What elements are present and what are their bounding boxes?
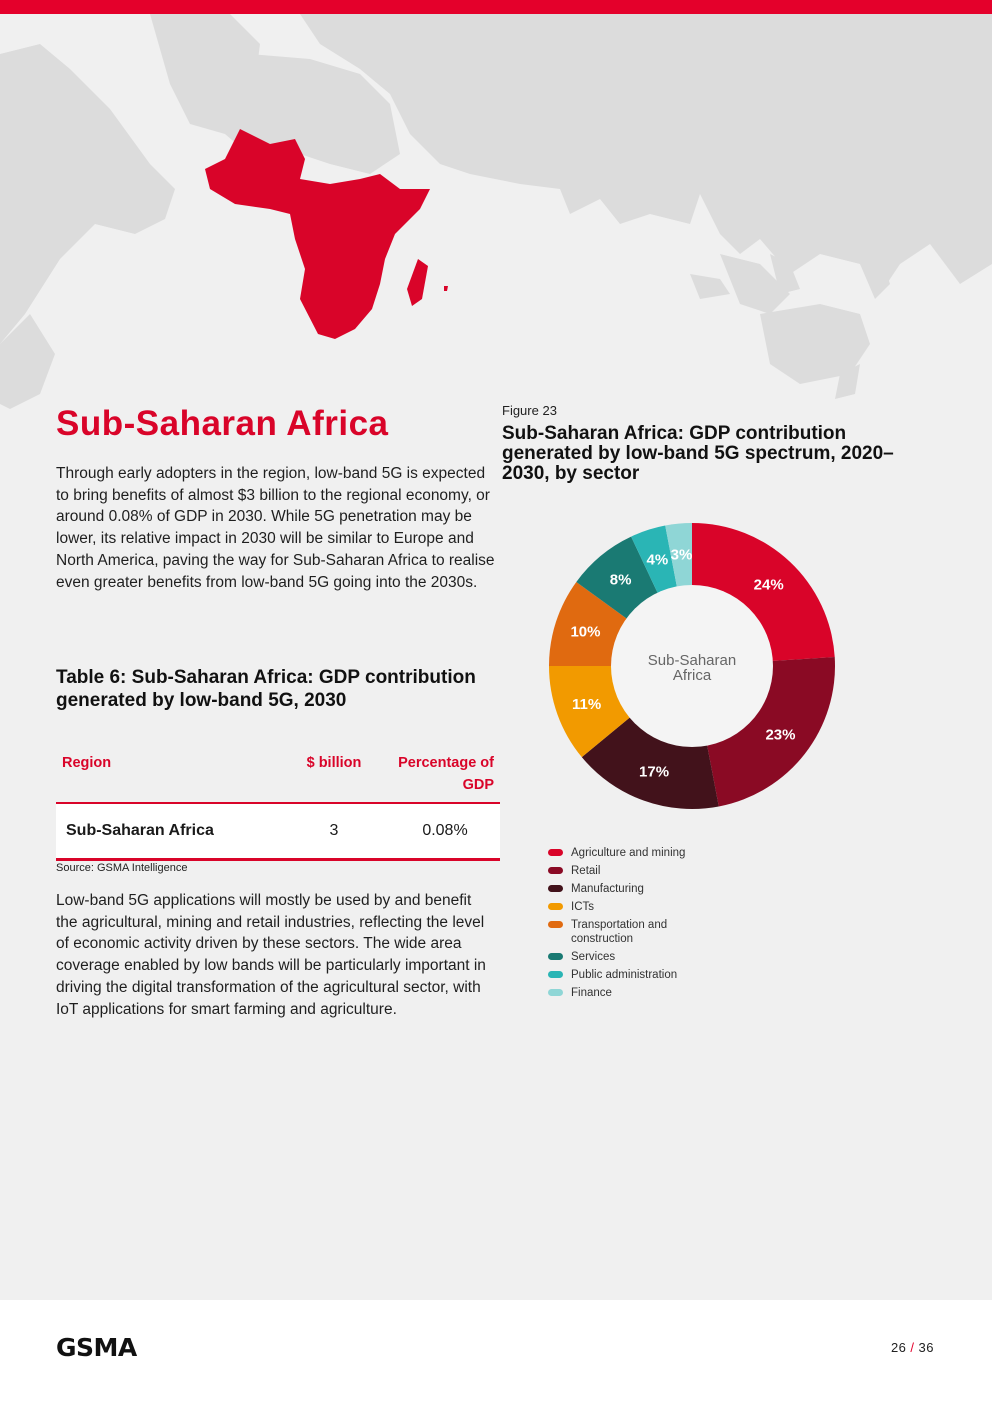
slice-label-transportation-and-construction: 10%: [570, 623, 601, 641]
table-source: Source: GSMA Intelligence: [56, 862, 188, 874]
legend-swatch: [548, 921, 563, 928]
top-brand-bar: [0, 0, 992, 14]
cell-region: Sub-Saharan Africa: [56, 803, 278, 860]
legend-label: Finance: [571, 987, 612, 999]
donut-center-label-line1: Sub-Saharan: [647, 652, 737, 669]
slice-label-services: 8%: [609, 571, 632, 589]
column-header-percentage: Percentage of GDP: [390, 748, 500, 803]
legend-swatch: [548, 849, 563, 856]
legend-swatch: [548, 867, 563, 874]
table-title: Table 6: Sub-Saharan Africa: GDP contribution generated by low-band 5G, 2030: [56, 667, 476, 711]
gsma-logo: GSMA: [56, 1333, 137, 1362]
legend-item-public-administration: [548, 968, 768, 982]
legend-swatch: [548, 885, 563, 892]
legend-label: Agriculture and mining: [571, 847, 686, 859]
world-map: [0, 14, 992, 414]
legend-swatch: [548, 971, 563, 978]
legend-label: ICTs: [571, 901, 594, 913]
chart-legend: [548, 846, 768, 1004]
cell-billion: 3: [278, 803, 390, 860]
cell-percentage: 0.08%: [390, 803, 500, 860]
legend-label: Services: [571, 951, 616, 963]
map-landmasses: [0, 14, 992, 409]
page-total: 36: [918, 1340, 934, 1355]
legend-swatch: [548, 953, 563, 960]
section-heading: Sub-Saharan Africa: [56, 404, 389, 443]
legend-label: Transportation and construction: [571, 919, 668, 945]
page-number: [891, 1340, 934, 1355]
slice-label-public-administration: 4%: [646, 551, 669, 569]
slice-label-finance: 3%: [670, 546, 693, 564]
figure-title: Sub-Saharan Africa: GDP contribution generated by low-band 5G spectrum, 2020–2030, by sector: [502, 423, 894, 484]
legend-item-retail: [548, 864, 768, 878]
legend-item-finance: [548, 986, 768, 1000]
slice-label-manufacturing: 17%: [639, 763, 670, 781]
legend-item-manufacturing: [548, 882, 768, 896]
column-header-region: Region: [56, 748, 278, 803]
slice-label-agriculture-and-mining: 24%: [753, 576, 784, 594]
slice-label-retail: 23%: [765, 726, 796, 744]
slice-label-icts: 11%: [572, 695, 602, 713]
table-row: [56, 803, 500, 860]
legend-item-transportation-and-construction: [548, 918, 768, 946]
page-current: 26: [890, 1340, 907, 1355]
donut-center-label-line2: Africa: [672, 667, 712, 684]
gdp-table: [56, 748, 500, 861]
column-header-billion: $ billion: [278, 748, 390, 803]
legend-label: Public administration: [571, 969, 678, 981]
donut-chart: [540, 514, 844, 818]
intro-paragraph: Through early adopters in the region, low-band 5G is expected to bring benefits of almost $3 billion to the regional economy, or around 0.08% of GDP in 2030. While 5G penetration may be lower, its relative impact in 2030 will be similar to Europe and North America, paving the way for Sub-Saharan Africa to realise even greater benefits from low-band 5G going into the 2030s.: [56, 465, 495, 591]
table-header-row: [56, 748, 500, 803]
legend-label: Manufacturing: [571, 883, 644, 895]
legend-swatch: [548, 989, 563, 996]
legend-swatch: [548, 903, 563, 910]
figure-label: Figure 23: [502, 403, 557, 418]
legend-item-services: [548, 950, 768, 964]
legend-label: Retail: [571, 865, 601, 877]
page-footer: [0, 1300, 992, 1403]
page-separator: /: [910, 1340, 915, 1355]
legend-item-icts: [548, 900, 768, 914]
body-paragraph: Low-band 5G applications will mostly be used by and benefit the agricultural, mining and retail industries, reflecting the level of economic activity driven by these sectors. The wide area coverage enabled by low bands will be particularly important in driving the digital transformation of the agricultural sector, with IoT applications for smart farming and agriculture.: [56, 892, 486, 1018]
legend-item-agriculture-and-mining: [548, 846, 768, 860]
